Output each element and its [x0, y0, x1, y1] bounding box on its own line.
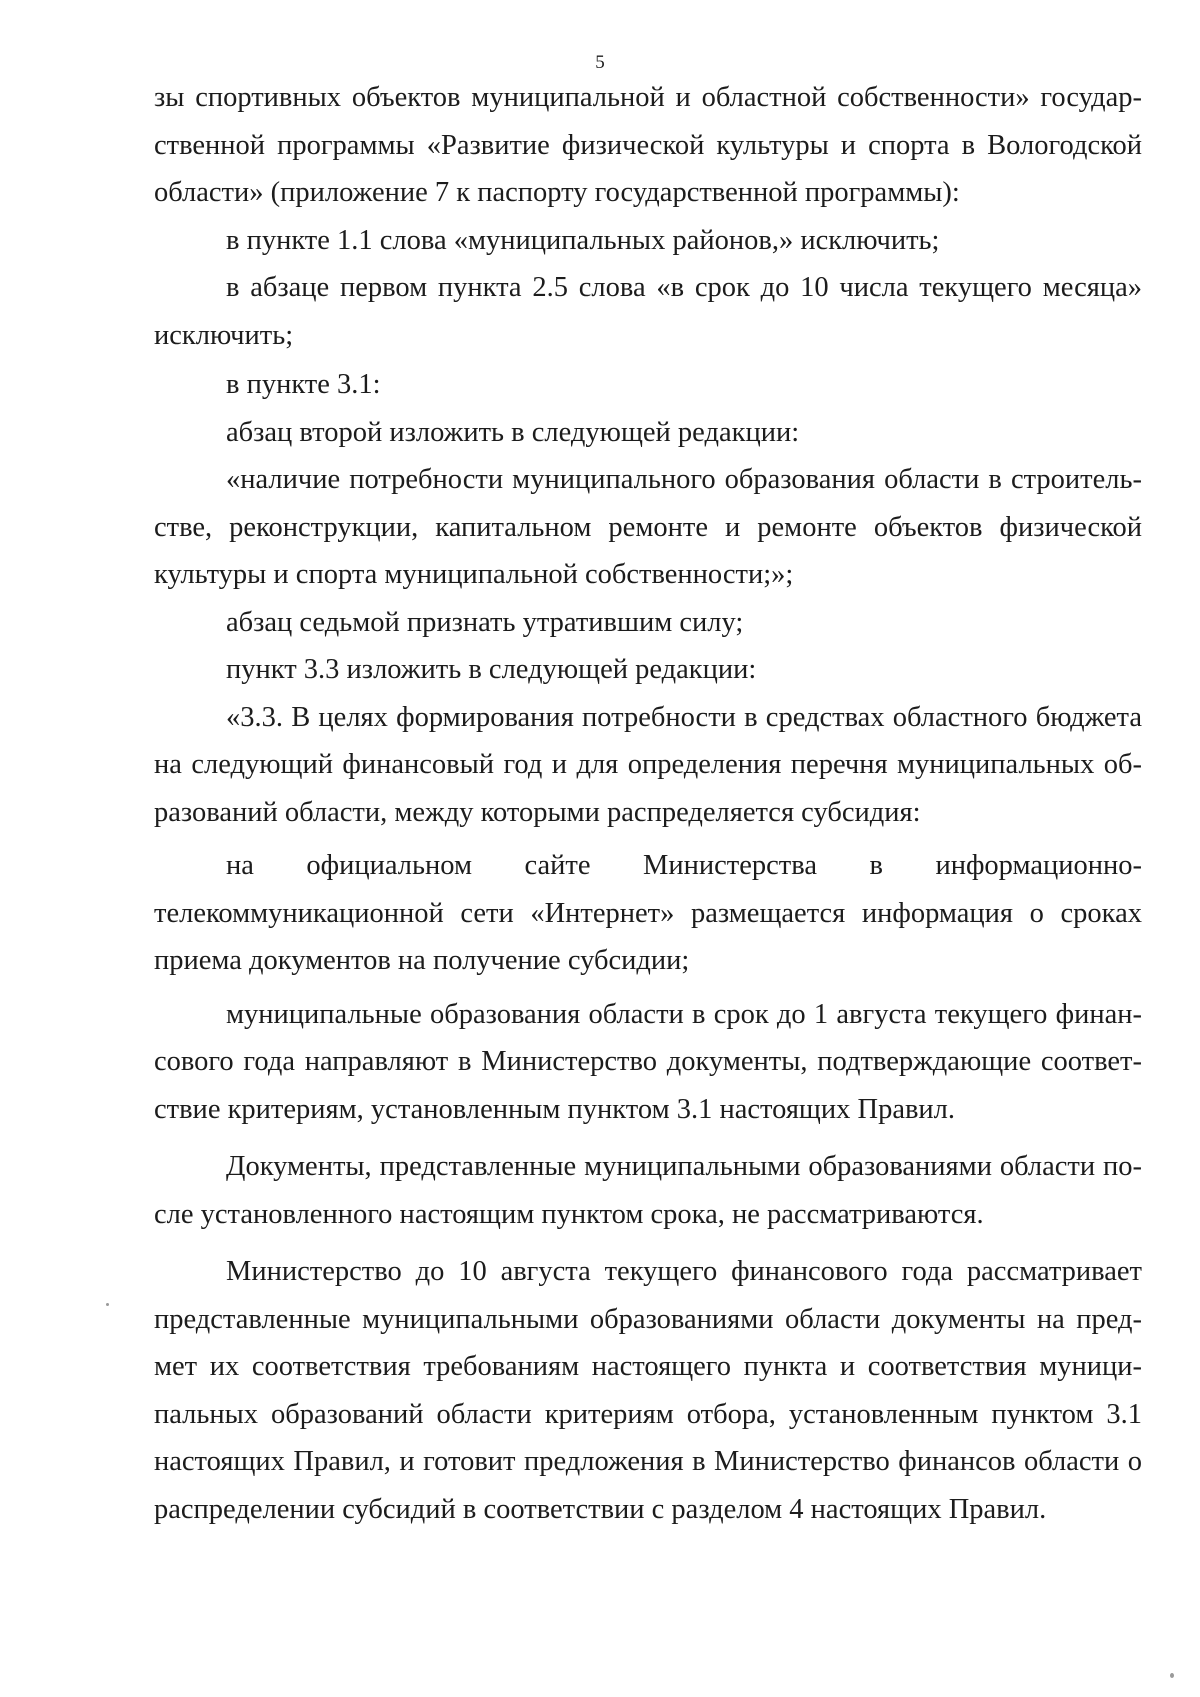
text-line: абзац седьмой признать утратившим силу;	[226, 606, 744, 638]
text-line: муниципальные образования области в срок до 1 августа текущего финан-	[226, 998, 1142, 1030]
text-line: ственной программы «Развитие физической культуры и спорта в Вологодской	[154, 129, 1142, 161]
text-line: распределении субсидий в соответствии с разделом 4 настоящих Правил.	[154, 1493, 1047, 1525]
text-line: на официальном сайте Министерства в информационно-	[226, 850, 1142, 881]
text-line: в абзаце первом пункта 2.5 слова «в срок до 10 числа текущего месяца»	[226, 272, 1142, 303]
text-line: представленные муниципальными образованиями области документы на пред-	[154, 1303, 1142, 1335]
text-line: телекоммуникационной сети «Интернет» размещается информация о сроках	[154, 897, 1142, 929]
text-line: в пункте 1.1 слова «муниципальных районов,» исключить;	[226, 224, 940, 256]
text-line: настоящих Правил, и готовит предложения в Министерство финансов области о	[154, 1446, 1142, 1477]
text-line: Министерство до 10 августа текущего финансового года рассматривает	[226, 1256, 1142, 1287]
scan-speck	[106, 1303, 109, 1306]
text-line: культуры и спорта муниципальной собственности;»;	[154, 559, 794, 590]
document-body	[154, 74, 1142, 1533]
text-line: на следующий финансовый год и для определения перечня муниципальных об-	[154, 749, 1142, 780]
text-line: «наличие потребности муниципального образования области в строитель-	[226, 464, 1142, 495]
text-line: зы спортивных объектов муниципальной и областной собственности» государ-	[154, 82, 1142, 113]
scan-speck	[1170, 1673, 1174, 1678]
text-line: Документы, представленные муниципальными образованиями области по-	[226, 1151, 1142, 1182]
text-line: области» (приложение 7 к паспорту государственной программы):	[154, 177, 960, 208]
text-line: мет их соответствия требованиям настоящего пункта и соответствия муници-	[154, 1351, 1142, 1382]
text-line: ствие критериям, установленным пунктом 3.1 настоящих Правил.	[154, 1093, 956, 1125]
text-line: сового года направляют в Министерство документы, подтверждающие соответ-	[154, 1046, 1142, 1077]
text-line: пункт 3.3 изложить в следующей редакции:	[226, 654, 757, 685]
page-number: 5	[595, 52, 605, 73]
text-line: абзац второй изложить в следующей редакции:	[226, 416, 800, 448]
text-line: сле установленного настоящим пунктом срока, не рассматриваются.	[154, 1198, 984, 1230]
text-line: исключить;	[154, 319, 294, 351]
text-line: разований области, между которыми распределяется субсидия:	[154, 796, 921, 828]
text-line: приема документов на получение субсидии;	[154, 945, 690, 976]
text-line: пальных образований области критериям отбора, установленным пунктом 3.1	[154, 1398, 1142, 1430]
text-line: в пункте 3.1:	[226, 369, 381, 400]
text-line: «3.3. В целях формирования потребности в средствах областного бюджета	[226, 701, 1142, 733]
text-line: стве, реконструкции, капитальном ремонте и ремонте объектов физической	[154, 511, 1142, 543]
